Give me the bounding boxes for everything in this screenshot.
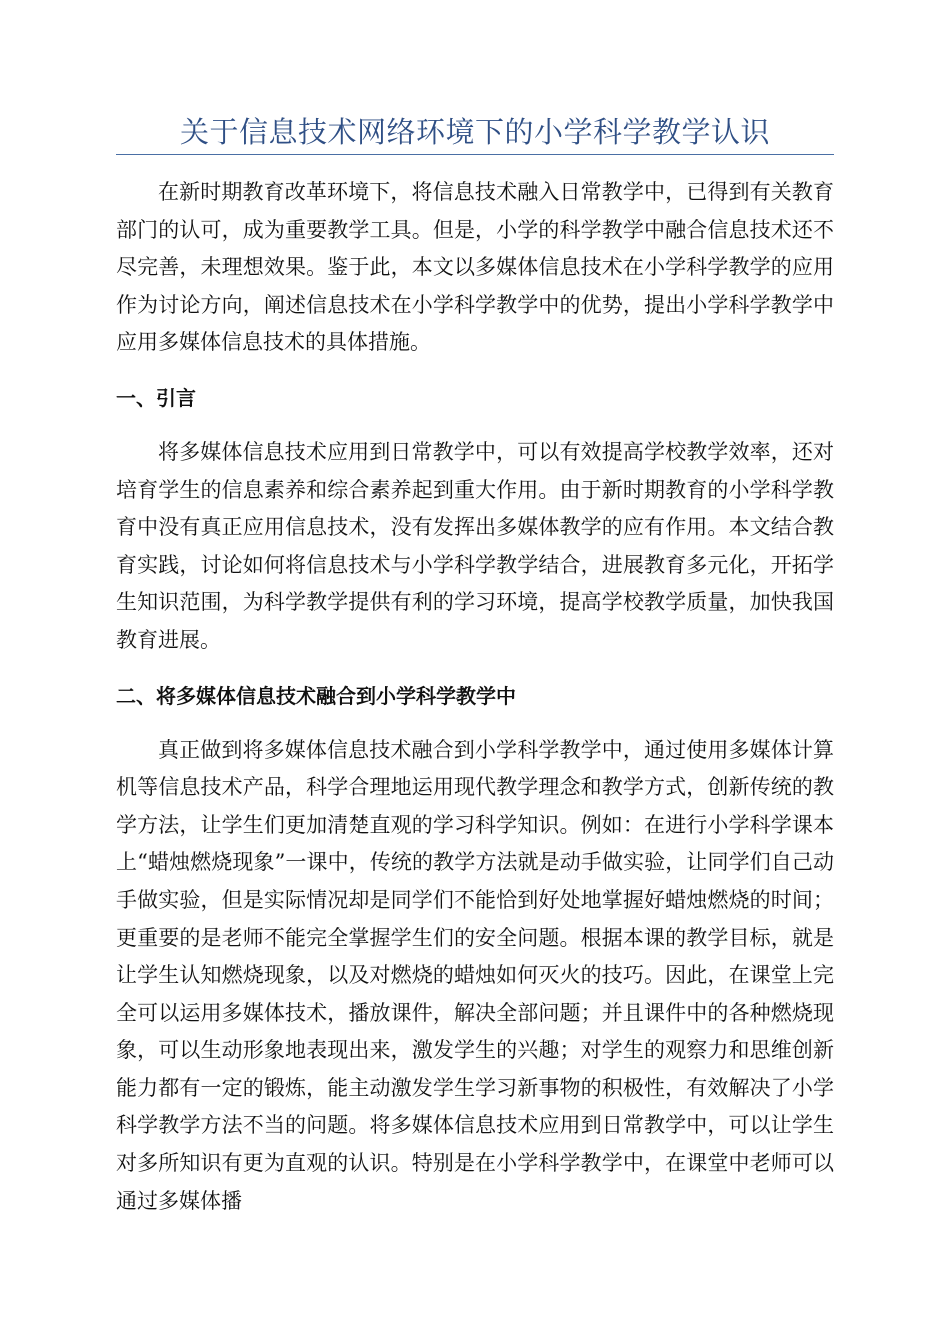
- title-underline: [116, 154, 834, 155]
- document-body: [116, 174, 834, 1220]
- section-paragraph-integration: 真正做到将多媒体信息技术融合到小学科学教学中，通过使用多媒体计算机等信息技术产品，科学合理地运用现代教学理念和教学方式，创新传统的教学方法，让学生们更加清楚直观的学习科学知识。例如：在进行小学科学课本上“蜡烛燃烧现象”一课中，传统的教学方法就是动手做实验，让同学们自己动手做实验，但是实际情况却是同学们不能恰到好处地掌握好蜡烛燃烧的时间；更重要的是老师不能完全掌握学生们的安全问题。根据本课的教学目标，就是让学生认知燃烧现象，以及对燃烧的蜡烛如何灭火的技巧。因此，在课堂上完全可以运用多媒体技术，播放课件，解决全部问题；并且课件中的各种燃烧现象，可以生动形象地表现出来，激发学生的兴趣；对学生的观察力和思维创新能力都有一定的锻炼，能主动激发学生学习新事物的积极性，有效解决了小学科学教学方法不当的问题。将多媒体信息技术应用到日常教学中，可以让学生对多所知识有更为直观的认识。特别是在小学科学教学中，在课堂中老师可以通过多媒体播: [116, 737, 834, 1213]
- intro-paragraph: 在新时期教育改革环境下，将信息技术融入日常教学中，已得到有关教育部门的认可，成为重要教学工具。但是，小学的科学教学中融合信息技术还不尽完善，未理想效果。鉴于此，本文以多媒体信息技术在小学科学教学的应用作为讨论方向，阐述信息技术在小学科学教学中的优势，提出小学科学教学中应用多媒体信息技术的具体措施。: [116, 180, 834, 355]
- section-heading-integration: 二、将多媒体信息技术融合到小学科学教学中: [116, 683, 516, 708]
- section-paragraph-introduction: 将多媒体信息技术应用到日常教学中，可以有效提高学校教学效率，还对培育学生的信息素养和综合素养起到重大作用。由于新时期教育的小学科学教育中没有真正应用信息技术，没有发挥出多媒体教学的应有作用。本文结合教育实践，讨论如何将信息技术与小学科学教学结合，进展教育多元化，开拓学生知识范围，为科学教学提供有利的学习环境，提高学校教学质量，加快我国教育进展。: [116, 439, 834, 652]
- document-title: 关于信息技术网络环境下的小学科学教学认识: [179, 115, 770, 149]
- section-heading-introduction: 一、引言: [116, 385, 196, 410]
